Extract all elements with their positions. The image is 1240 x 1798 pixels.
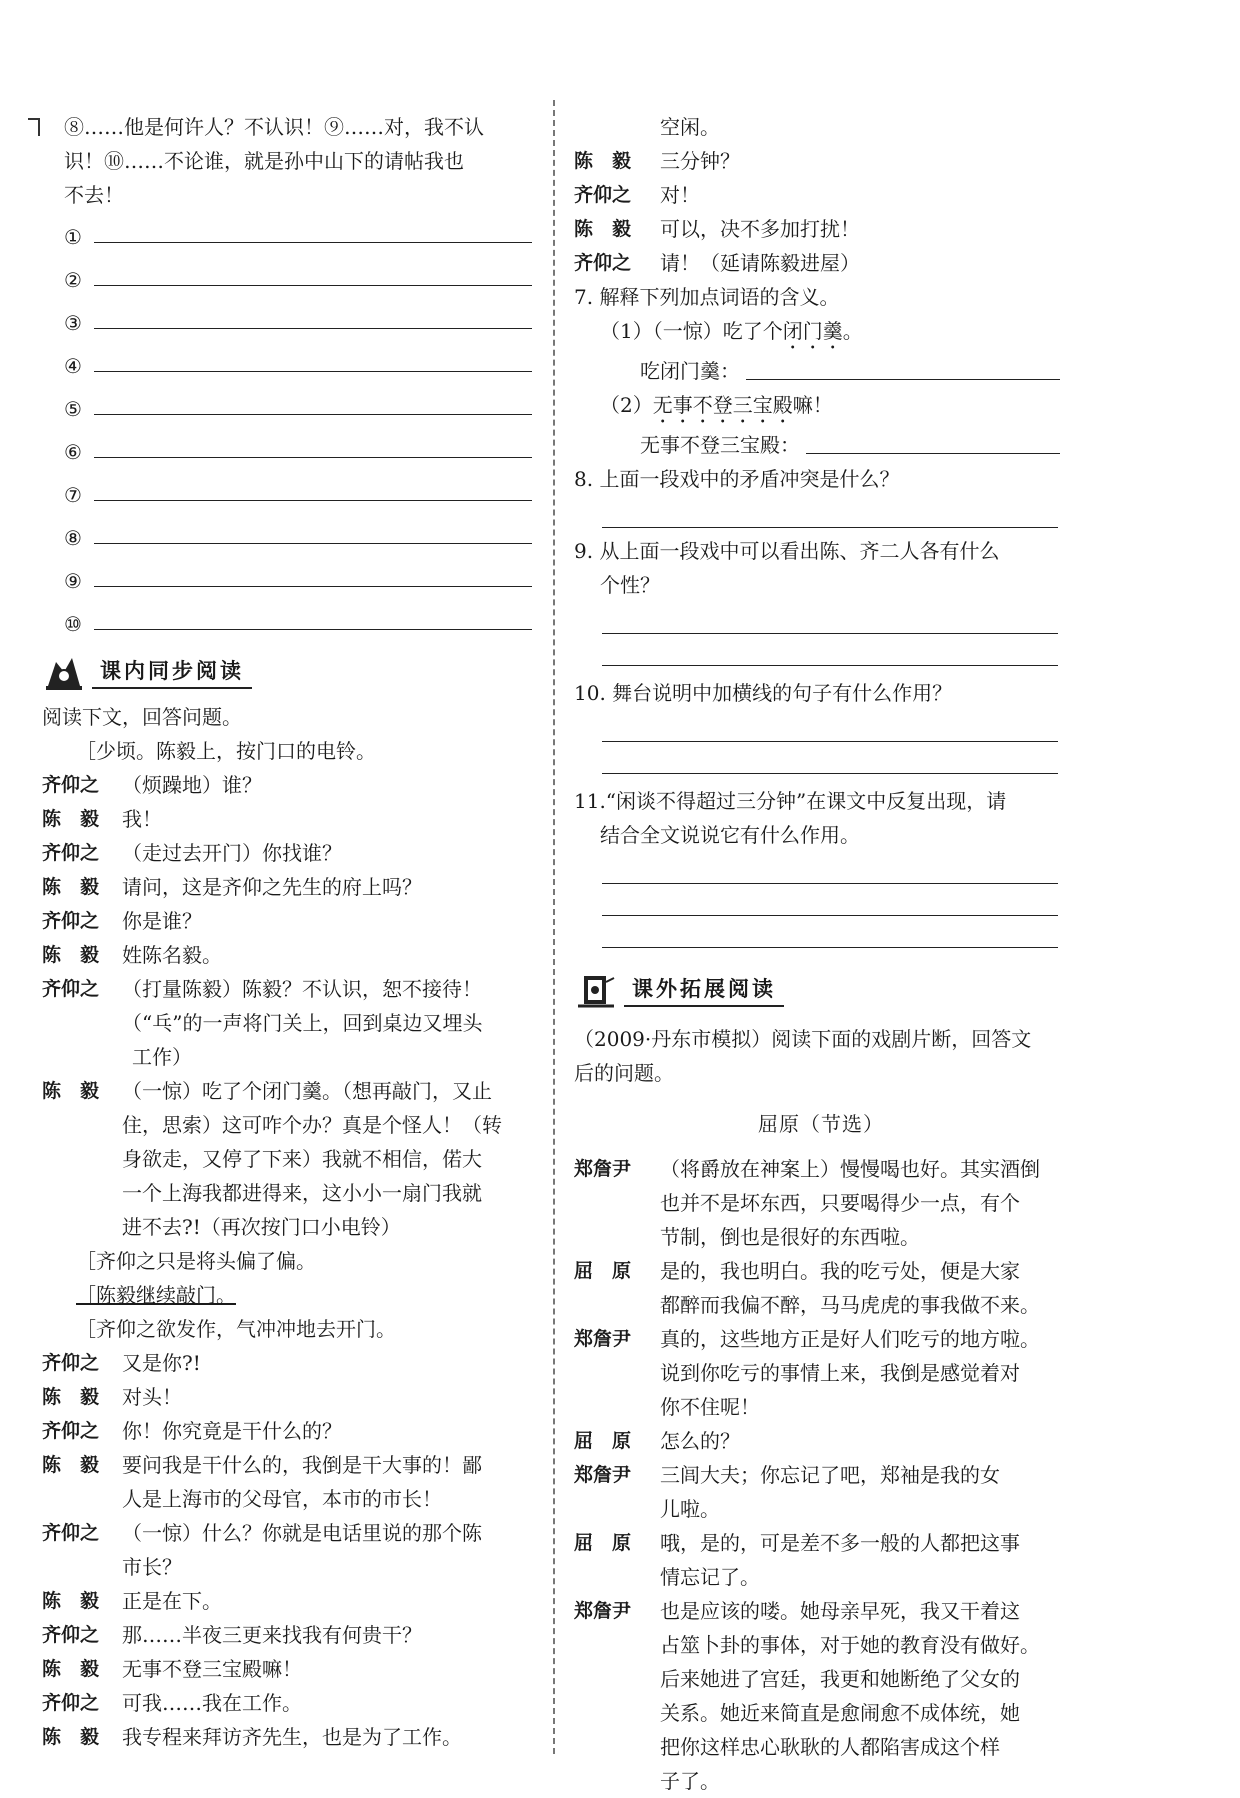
dialog-line: 齐仰之 对！: [574, 183, 700, 207]
dialog-line: 齐仰之 可我……我在工作。: [42, 1691, 302, 1715]
question-10: 10. 舞台说明中加横线的句子有什么作用？: [574, 681, 953, 705]
answer-7-1[interactable]: 吃闭门羹：: [574, 354, 1068, 388]
dialog-line: 屈 原 哦，是的，可是差不多一般的人都把这事 情忘记了。: [574, 1531, 1020, 1589]
dialog-line: 陈 毅 （一惊）吃了个闭门羹。（想再敲门，又止 住，思索）这可咋个办？真是个怪人！（转 身欲走，又停了下来）我就不相信，偌大 一个上海我都进得来，这小小一扇门我就 进不去?!（再次按门口小电铃）: [42, 1079, 502, 1239]
answer-blank[interactable]: ①: [64, 206, 542, 249]
dialog-line: 郑詹尹 也是应该的喽。她母亲早死，我又干着这 占筮卜卦的事体，对于她的教育没有做好。 后来她进了宫廷，我更和她断绝了父女的 关系。她近来简直是愈闹愈不成体统，她 把你这样忠心耿耿的人都陷害成这个样 子了。: [574, 1599, 1040, 1793]
dialog-line: 陈 毅 无事不登三宝殿嘛！: [42, 1657, 302, 1681]
dotted-term: 闭门羹: [782, 319, 843, 343]
dialog-line: 齐仰之 你！你究竟是干什么的？: [42, 1419, 342, 1443]
book-mascot-icon: [574, 970, 618, 1010]
dialog-line: 郑詹尹 真的，这些地方正是好人们吃亏的地方啦。 说到你吃亏的事情上来，我倒是感觉着对 你不住呢！: [574, 1327, 1040, 1419]
right-column: [574, 110, 1068, 1798]
dialog-line: 齐仰之 又是你?!: [42, 1351, 201, 1375]
question-8: 8. 上面一段戏中的矛盾冲突是什么？: [574, 467, 900, 491]
play-dialog: [574, 1152, 1068, 1798]
dialog-line: 陈 毅 姓陈名毅。: [42, 943, 222, 967]
question-7-2: （2）无事不登三宝殿嘛！: [600, 393, 833, 417]
dialog-line: 郑詹尹 三闾大夫；你忘记了吧，郑袖是我的女 儿啦。: [574, 1463, 1000, 1521]
dialog-line: 齐仰之 你是谁？: [42, 909, 202, 933]
dialog-line: 陈 毅 正是在下。: [42, 1589, 222, 1613]
dialog-line: 郑詹尹 （将爵放在神案上）慢慢喝也好。其实酒倒 也并不是坏东西，只要喝得少一点，有个 节制，倒也是很好的东西啦。: [574, 1157, 1040, 1249]
answer-line[interactable]: [602, 634, 1058, 666]
corner-mark: [28, 118, 40, 136]
section-header-in-class: [42, 644, 542, 700]
stage-direction: ［齐仰之只是将头偏了偏。: [76, 1249, 316, 1273]
question-11: 11.“闲谈不得超过三分钟”在课文中反复出现，请 结合全文说说它有什么作用。: [574, 789, 1007, 847]
stage-direction-underlined: ［陈毅继续敲门。: [76, 1283, 236, 1307]
answer-blank[interactable]: ④: [64, 335, 542, 378]
dialog-line: 陈 毅 我专程来拜访齐先生，也是为了工作。: [42, 1725, 462, 1749]
answer-line[interactable]: [602, 710, 1058, 742]
dialog-block: [42, 768, 542, 1244]
instruction: 阅读下文，回答问题。: [42, 705, 242, 729]
intro-line: ⑧……他是何许人？不认识！⑨……对，我不认: [64, 115, 484, 139]
answer-line[interactable]: [602, 742, 1058, 774]
answer-blank[interactable]: ⑥: [64, 421, 542, 464]
dialog-line: 陈 毅 对头！: [42, 1385, 182, 1409]
question-9: 9. 从上面一段戏中可以看出陈、齐二人各有什么 个性？: [574, 539, 1000, 597]
dialog-line: 陈 毅 可以，决不多加打扰！: [574, 217, 860, 241]
continued-line: 空闲。: [660, 115, 720, 139]
section-title: 课外拓展阅读: [624, 973, 784, 1007]
answer-blank[interactable]: ⑤: [64, 378, 542, 421]
answer-blank[interactable]: ③: [64, 292, 542, 335]
answer-blank[interactable]: ⑨: [64, 550, 542, 593]
dialog-line: 陈 毅 请问，这是齐仰之先生的府上吗？: [42, 875, 422, 899]
stage-direction: ［少顷。陈毅上，按门口的电铃。: [76, 739, 376, 763]
answer-line[interactable]: [602, 916, 1058, 948]
intro-line: 不去！: [64, 183, 124, 207]
answer-blanks: [42, 206, 542, 636]
play-title: 屈原（节选）: [758, 1112, 884, 1136]
dialog-line: 齐仰之 （一惊）什么？你就是电话里说的那个陈 市长？: [42, 1521, 482, 1579]
answer-line[interactable]: [602, 852, 1058, 884]
dialog-line: 齐仰之 （打量陈毅）陈毅？不认识，恕不接待！ （“乓”的一声将门关上，回到桌边又埋头 工作）: [42, 977, 483, 1069]
answer-blank[interactable]: ⑦: [64, 464, 542, 507]
answer-line[interactable]: [602, 602, 1058, 634]
dotted-term: 无事不登三宝殿: [652, 393, 793, 417]
left-column: [42, 110, 542, 1754]
dialog-line: 齐仰之 请！（延请陈毅进屋）: [574, 251, 860, 275]
section-title: 课内同步阅读: [92, 655, 252, 689]
answer-blank[interactable]: ②: [64, 249, 542, 292]
stage-direction: ［齐仰之欲发作，气冲冲地去开门。: [76, 1317, 396, 1341]
dialog-line: 陈 毅 三分钟？: [574, 149, 740, 173]
section-header-extended: [574, 962, 1068, 1018]
answer-7-2[interactable]: 无事不登三宝殿：: [574, 428, 1068, 462]
question-7-1: （1）（一惊）吃了个闭门羹。: [600, 319, 863, 343]
column-divider: [553, 100, 555, 1754]
question-7: 7. 解释下列加点词语的含义。: [574, 285, 840, 309]
dialog-line: 陈 毅 我！: [42, 807, 162, 831]
answer-blank[interactable]: ⑧: [64, 507, 542, 550]
dialog-line: 陈 毅 要问我是干什么的，我倒是干大事的！鄙 人是上海市的父母官，本市的市长！: [42, 1453, 482, 1511]
dialog-line: 齐仰之 那……半夜三更来找我有何贵干？: [42, 1623, 422, 1647]
dialog-line: 屈 原 怎么的？: [574, 1429, 740, 1453]
reading-mascot-icon: [42, 652, 86, 692]
dialog-block: [42, 1346, 542, 1754]
answer-blank[interactable]: ⑩: [64, 593, 542, 636]
extended-intro: （2009·丹东市模拟）阅读下面的戏剧片断，回答文 后的问题。: [574, 1027, 1032, 1085]
answer-line[interactable]: [602, 496, 1058, 528]
intro-line: 识！⑩……不论谁，就是孙中山下的请帖我也: [64, 149, 464, 173]
dialog-line: 齐仰之 （烦躁地）谁？: [42, 773, 262, 797]
answer-line[interactable]: [602, 884, 1058, 916]
dialog-line: 齐仰之 （走过去开门）你找谁？: [42, 841, 342, 865]
dialog-line: 屈 原 是的，我也明白。我的吃亏处，便是大家 都醉而我偏不醉，马马虎虎的事我做不来。: [574, 1259, 1040, 1317]
